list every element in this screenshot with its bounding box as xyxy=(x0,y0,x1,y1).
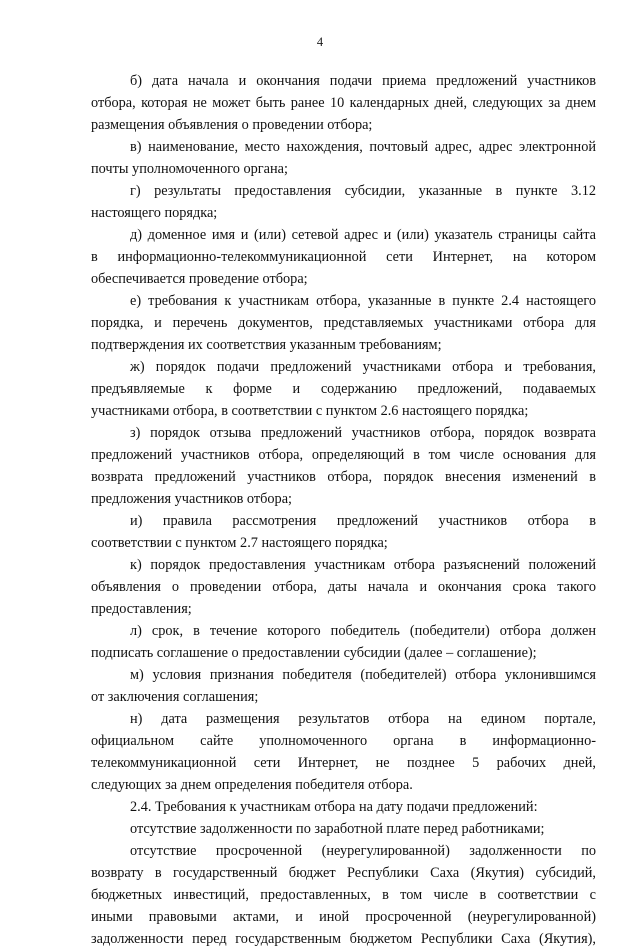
text-line: официальном сайте уполномоченного органа в информационно- xyxy=(91,733,596,749)
text-line: н) дата размещения результатов отбора на едином портале, xyxy=(130,711,596,727)
text-line: подтверждения их соответствия указанным требованиям; xyxy=(91,337,442,353)
text-line: телекоммуникационной сети Интернет, не позднее 5 рабочих дней, xyxy=(91,755,596,771)
text-line: следующих за днем определения победителя отбора. xyxy=(91,777,413,793)
text-line: е) требования к участникам отбора, указанные в пункте 2.4 настоящего xyxy=(130,293,596,309)
text-line: г) результаты предоставления субсидии, указанные в пункте 3.12 xyxy=(130,183,596,199)
text-line: д) доменное имя и (или) сетевой адрес и (или) указатель страницы сайта xyxy=(130,227,596,243)
text-line: настоящего порядка; xyxy=(91,205,218,221)
text-line: 2.4. Требования к участникам отбора на дату подачи предложений: xyxy=(130,799,538,815)
text-line: отсутствие просроченной (неурегулированной) задолженности по xyxy=(130,843,596,859)
text-line: задолженности перед государственным бюджетом Республики Саха (Якутия), xyxy=(91,931,596,947)
text-line: в) наименование, место нахождения, почтовый адрес, адрес электронной xyxy=(130,139,596,155)
text-line: в информационно-телекоммуникационной сети Интернет, на котором xyxy=(91,249,596,265)
text-line: соответствии с пунктом 2.7 настоящего порядка; xyxy=(91,535,388,551)
page-number: 4 xyxy=(316,35,324,49)
text-line: отбора, которая не может быть ранее 10 календарных дней, следующих за днем xyxy=(91,95,596,111)
text-line: отсутствие задолженности по заработной плате перед работниками; xyxy=(130,821,545,837)
text-line: бюджетных инвестиций, предоставленных, в том числе в соответствии с xyxy=(91,887,596,903)
text-line: размещения объявления о проведении отбора; xyxy=(91,117,373,133)
text-line: предложения участников отбора; xyxy=(91,491,293,507)
text-line: иными правовыми актами, и иной просроченной (неурегулированной) xyxy=(91,909,596,925)
text-line: б) дата начала и окончания подачи приема предложений участников xyxy=(130,73,596,89)
text-line: предоставления; xyxy=(91,601,192,617)
text-line: обеспечивается проведение отбора; xyxy=(91,271,308,287)
text-line: з) порядок отзыва предложений участников отбора, порядок возврата xyxy=(130,425,596,441)
text-line: и) правила рассмотрения предложений участников отбора в xyxy=(130,513,596,529)
text-line: ж) порядок подачи предложений участниками отбора и требования, xyxy=(130,359,596,375)
text-line: участниками отбора, в соответствии с пунктом 2.6 настоящего порядка; xyxy=(91,403,529,419)
text-line: л) срок, в течение которого победитель (победители) отбора должен xyxy=(130,623,596,639)
text-line: подписать соглашение о предоставлении субсидии (далее – соглашение); xyxy=(91,645,537,661)
text-line: предъявляемые к форме и содержанию предложений, подаваемых xyxy=(91,381,596,397)
text-line: к) порядок предоставления участникам отбора разъяснений положений xyxy=(130,557,596,573)
text-line: объявления о проведении отбора, даты начала и окончания срока такого xyxy=(91,579,596,595)
text-line: предложений участников отбора, определяющий в том числе основания для xyxy=(91,447,596,463)
text-line: возврата предложений участников отбора, порядок внесения изменений в xyxy=(91,469,596,485)
text-line: порядка, и перечень документов, представляемых участниками отбора для xyxy=(91,315,596,331)
text-line: от заключения соглашения; xyxy=(91,689,259,705)
text-line: возврату в государственный бюджет Республики Саха (Якутия) субсидий, xyxy=(91,865,596,881)
text-line: почты уполномоченного органа; xyxy=(91,161,288,177)
text-line: м) условия признания победителя (победителей) отбора уклонившимся xyxy=(130,667,596,683)
